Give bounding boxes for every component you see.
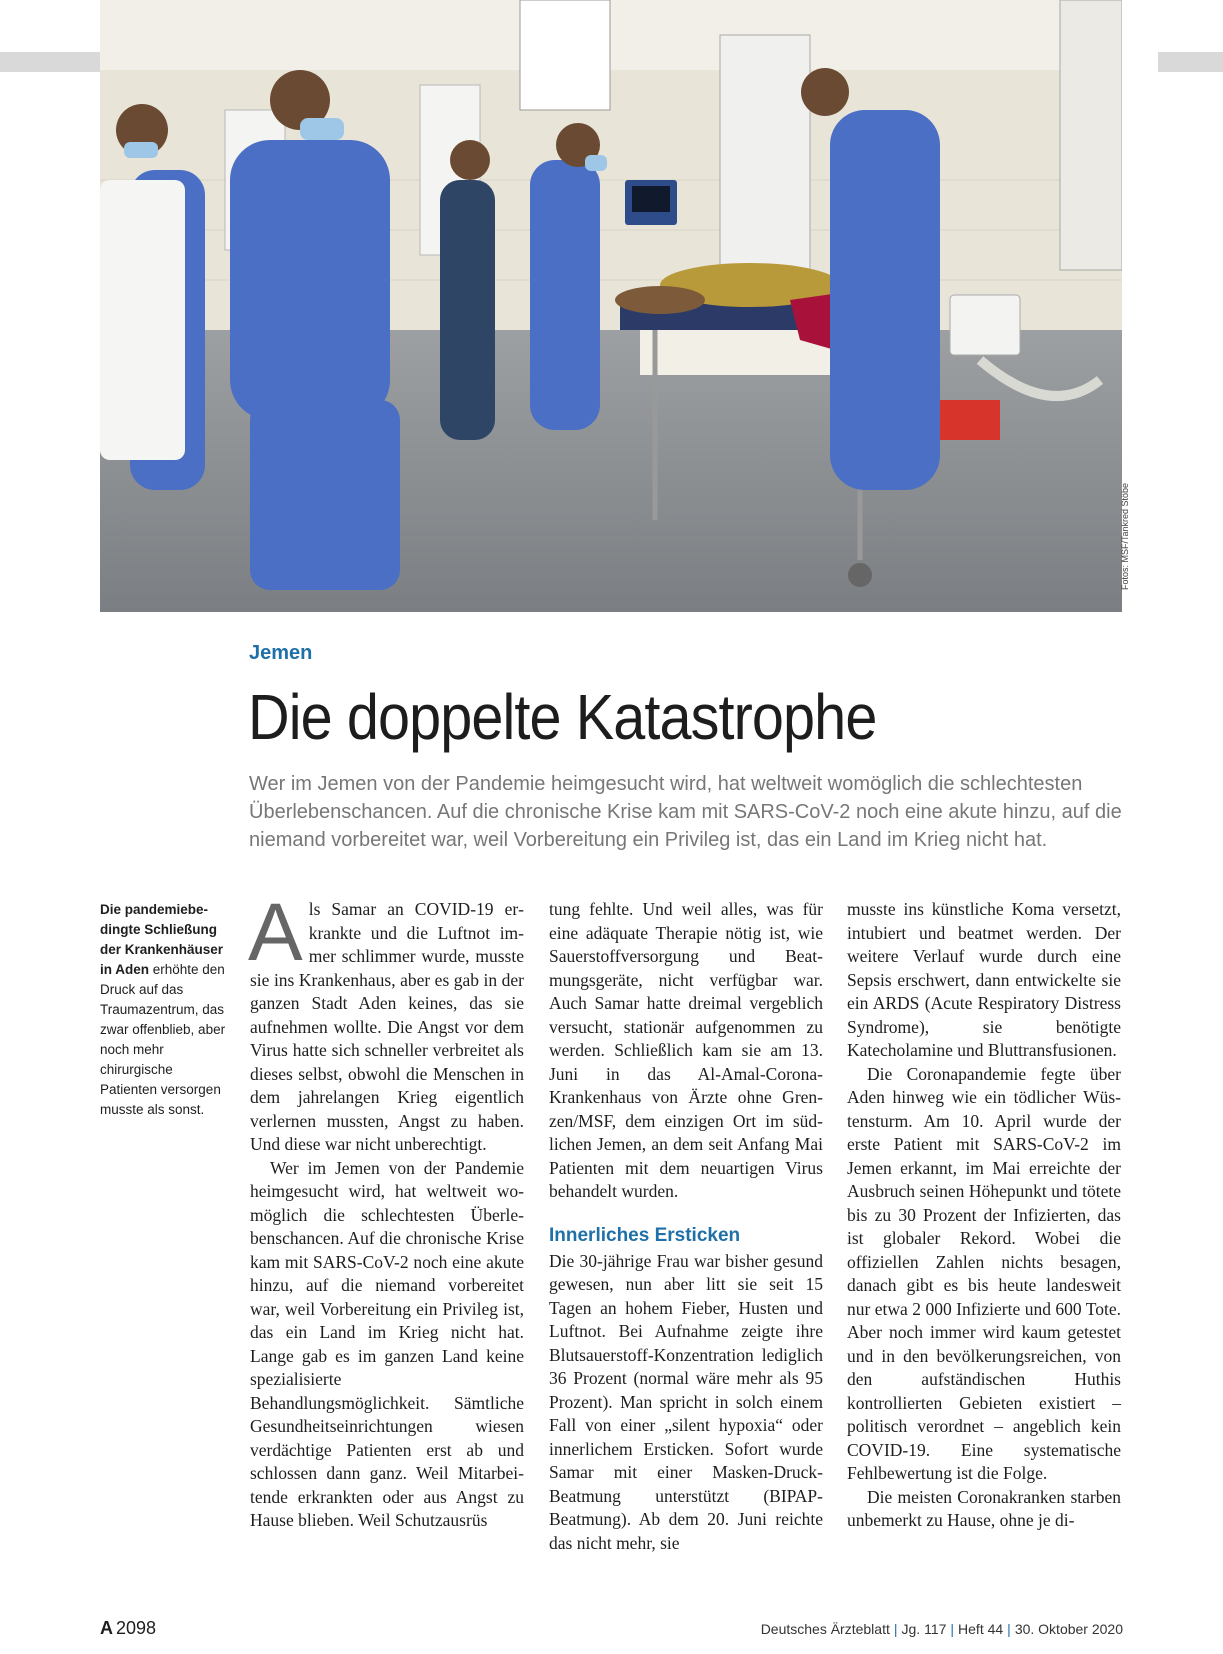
paragraph-2-text: Wer im Jemen von der Pandemie heimgesucht wird, hat weltweit womöglich die schlechtesten Überlebenschancen. Auf die chronische Krise kam mit SARS-CoV-2 noch eine akute hinzu, auf die niemand vorbereitet war, weil Vorbereitung ein Privileg ist, das ein Land im Krieg nicht hat. Lange gab es im ganzen Land keine spezialisierte Behandlungsmöglichkeit. Sämtliche Gesundheitseinrichtungen wiesen verdächtige Patienten erst ab und schlossen dann ganz. Weil Mitarbeitende erkrankten oder aus Angst zu Hause blieben. Weil Schutzausrüs — [250, 1157, 524, 1530]
paragraph-3 — [549, 1250, 823, 1556]
photo-credit: Fotos: MSF/Tankred Stöbe — [1120, 482, 1130, 590]
paragraph-3-text: Die 30-jährige Frau war bisher gesund gewesen, nun aber litt sie seit 15 Tagen an hohem Fieber, Husten und Luftnot. Bei Aufnahme zeigte ihre Blutsauerstoff-Konzentration lediglich 36 Prozent (normal wäre mehr als 95 Prozent). Man spricht in solch einem Fall von einer „silent hypoxia“ oder innerlichem Ersticken. Sofort wurde Samar mit einer Masken-Druck-Beatmung unterstützt (BIPAP-Beatmung). Ab dem 20. Juni reichte das nicht mehr, sie — [549, 1250, 823, 1553]
paragraph-3-continued-text: musste ins künstliche Koma versetzt, intubiert und beatmet werden. Der weitere Verlauf wurde durch eine Sepsis erschwert, dann entwickelte sie ein ARDS (Acute Respiratory Distress Syndrome), sie benötigte Katecholamine und Bluttransfusionen. — [847, 899, 1121, 1060]
paragraph-5 — [847, 1486, 1121, 1533]
journal-issue: Heft 44 — [958, 1621, 1004, 1637]
page-prefix: A — [100, 1618, 113, 1638]
separator: | — [950, 1621, 955, 1637]
article-kicker: Jemen — [249, 642, 313, 664]
section-subhead: Innerliches Ersticken — [549, 1224, 741, 1246]
article-column-3 — [847, 898, 1121, 1533]
article-lead: Wer im Jemen von der Pandemie heimgesucht wird, hat weltweit womöglich die schlechtesten Überlebenschancen. Auf die chronische Krise kam mit SARS-CoV-2 noch eine akute hinzu, auf die niemand vorbereitet war, weil Vorbereitung ein Privileg ist, das ein Land im Krieg nicht hat. — [249, 773, 1122, 851]
article-title: Die doppelte Katastrophe — [248, 681, 877, 753]
hospital-photo-illustration — [100, 0, 1122, 612]
paragraph-4-text: Die Coronapandemie fegte über Aden hinweg wie ein tödlicher Wüstensturm. Am 10. April wurde der erste Patient mit SARS-CoV-2 im Jemen erkannt, im Mai erreichte der Ausbruch seinen Höhepunkt und tötete bis zu 30 Prozent der Infizierten, das ist globaler Rekord. Wobei die offiziellen Zahlen nichts besagen, danach gibt es bis heute landesweit nur etwa 2 000 Infizierte und 600 Tote. Aber noch immer wird kaum getestet und in den bevölkerungsreichen, von den aufständischen Huthis kontrollierten Gebieten existiert – politisch verordnet – angeblich kein COVID-19. Eine systematische Fehlbewertung ist die Folge. — [847, 1063, 1121, 1483]
decorative-bar-left — [0, 52, 100, 72]
page-number — [100, 1618, 156, 1639]
page-number-value: 2098 — [116, 1618, 157, 1638]
paragraph-1 — [248, 887, 524, 1157]
journal-date: 30. Oktober 2020 — [1014, 1621, 1123, 1637]
separator: | — [893, 1621, 898, 1637]
paragraph-2-continued-text: tung fehlte. Und weil alles, was für eine adäquate Therapie nötig ist, wie Sauerstoffversorgung und Beatmungsgeräte, nicht verfügbar war. Auch Samar hatte dreimal vergeblich versucht, stationär aufgenommen zu werden. Schließlich kam sie am 13. Juni in das Al-Amal-Corona-Krankenhaus von Ärzte ohne Grenzen/MSF, dem einzigen Ort im südlichen Jemen, an dem seit Anfang Mai Patienten mit dem neuartigen Virus behandelt wurden. — [549, 899, 823, 1201]
paragraph-2-continued — [549, 898, 823, 1204]
paragraph-5-text: Die meisten Coronakranken starben unbemerkt zu Hause, ohne je di- — [847, 1486, 1121, 1530]
caption-bold: Die pandemiebedingte Schließung der Krankenhäuser in Aden — [100, 902, 224, 977]
photo-caption — [100, 900, 228, 1120]
paragraph-2 — [250, 1157, 524, 1533]
article-column-1 — [248, 887, 524, 1533]
hospital-photo — [100, 0, 1122, 612]
paragraph-4 — [847, 1063, 1121, 1486]
journal-info — [761, 1621, 1123, 1637]
journal-name: Deutsches Ärzteblatt — [760, 1621, 890, 1637]
caption-text: erhöhte den Druck auf das Traumazentrum, das zwar offenblieb, aber noch mehr chirurgische Patienten versorgen musste als sonst. — [100, 962, 226, 1117]
paragraph-3-continued — [847, 898, 1121, 1063]
separator: | — [1007, 1621, 1011, 1637]
decorative-bar-right — [1158, 52, 1223, 72]
article-column-2 — [549, 898, 823, 1555]
paragraph-1-text: ls Samar an COVID-19 erkrankte und die Luftnot immer schlimmer wurde, musste sie ins Krankenhaus, aber es gab in der ganzen Stadt Aden keines, das sie aufnehmen wollte. Die Angst vor dem Virus hatte sich schneller verbreitet als dieses selbst, obwohl die Menschen in dem jahrelangen Krieg eigentlich verlernen mussten, Angst zu haben. Und diese war nicht unberechtigt. — [250, 899, 524, 1154]
drop-cap: A — [248, 887, 303, 978]
journal-volume: Jg. 117 — [901, 1621, 947, 1637]
